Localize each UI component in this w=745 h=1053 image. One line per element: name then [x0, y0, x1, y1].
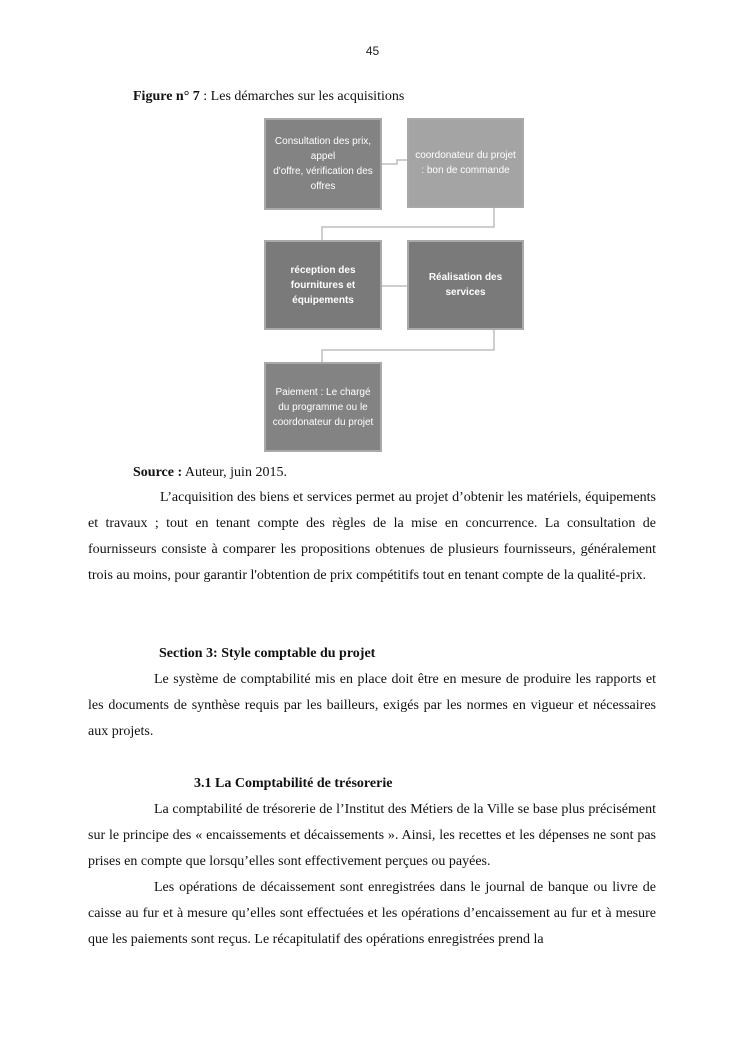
figure-source: [133, 465, 287, 481]
figure-title: : Les démarches sur les acquisitions: [199, 89, 405, 104]
source-label: Source :: [133, 465, 183, 480]
paragraph-operations-text: Les opérations de décaissement sont enregistrées dans le journal de banque ou livre de caisse au fur et à mesure qu’elles sont effectuées et les opérations d’encaissement au fur et à mesure que les paiements sont reçus. Le récapitulatif des opérations enregistrées prend la: [88, 880, 656, 947]
connector-2-3: [322, 208, 494, 240]
box-paiement: Paiement : Le chargé du programme ou le coordonateur du projet: [264, 362, 382, 452]
box-reception: réception des fournitures et équipements: [264, 240, 382, 330]
connector-4-5: [322, 330, 494, 362]
section3-heading: Section 3: Style comptable du projet: [159, 646, 376, 661]
paragraph-tresorerie-text: La comptabilité de trésorerie de l’Institut des Métiers de la Ville se base plus précisément sur le principe des « encaissements et décaissements ». Ainsi, les recettes et les dépenses ne sont pas prises en compte que lorsqu’elles sont effectivement perçues ou payées.: [88, 802, 656, 869]
figure-caption: [133, 89, 404, 105]
box-coordonateur: coordonateur du projet : bon de commande: [407, 118, 524, 208]
acquisition-flow-diagram: [0, 0, 745, 460]
box-consultation: Consultation des prix, appel d'offre, vérification des offres: [264, 118, 382, 210]
paragraph-acquisition: [88, 485, 656, 589]
figure-label: Figure n° 7: [133, 89, 200, 104]
paragraph-acquisition-text: L’acquisition des biens et services permet au projet d’obtenir les matériels, équipements et travaux ; tout en tenant compte des règles de la mise en concurrence. La consultation de fournisseurs consiste à comparer les propositions obtenues de plusieurs fournisseurs, généralement trois au moins, pour garantir l'obtention de prix compétitifs tout en tenant compte de la qualité-prix.: [88, 490, 656, 583]
paragraph-tresorerie: [88, 797, 656, 875]
box-realisation: Réalisation des services: [407, 240, 524, 330]
paragraph-systeme: [88, 667, 656, 745]
paragraph-operations: [88, 875, 656, 953]
source-text: Auteur, juin 2015.: [182, 465, 287, 480]
page-number: 45: [365, 44, 380, 58]
sub31-heading: 3.1 La Comptabilité de trésorerie: [194, 776, 393, 791]
paragraph-systeme-text: Le système de comptabilité mis en place doit être en mesure de produire les rapports et les documents de synthèse requis par les bailleurs, exigés par les normes en vigueur et nécessaires aux projets.: [88, 672, 656, 739]
connector-1-2: [382, 160, 407, 164]
